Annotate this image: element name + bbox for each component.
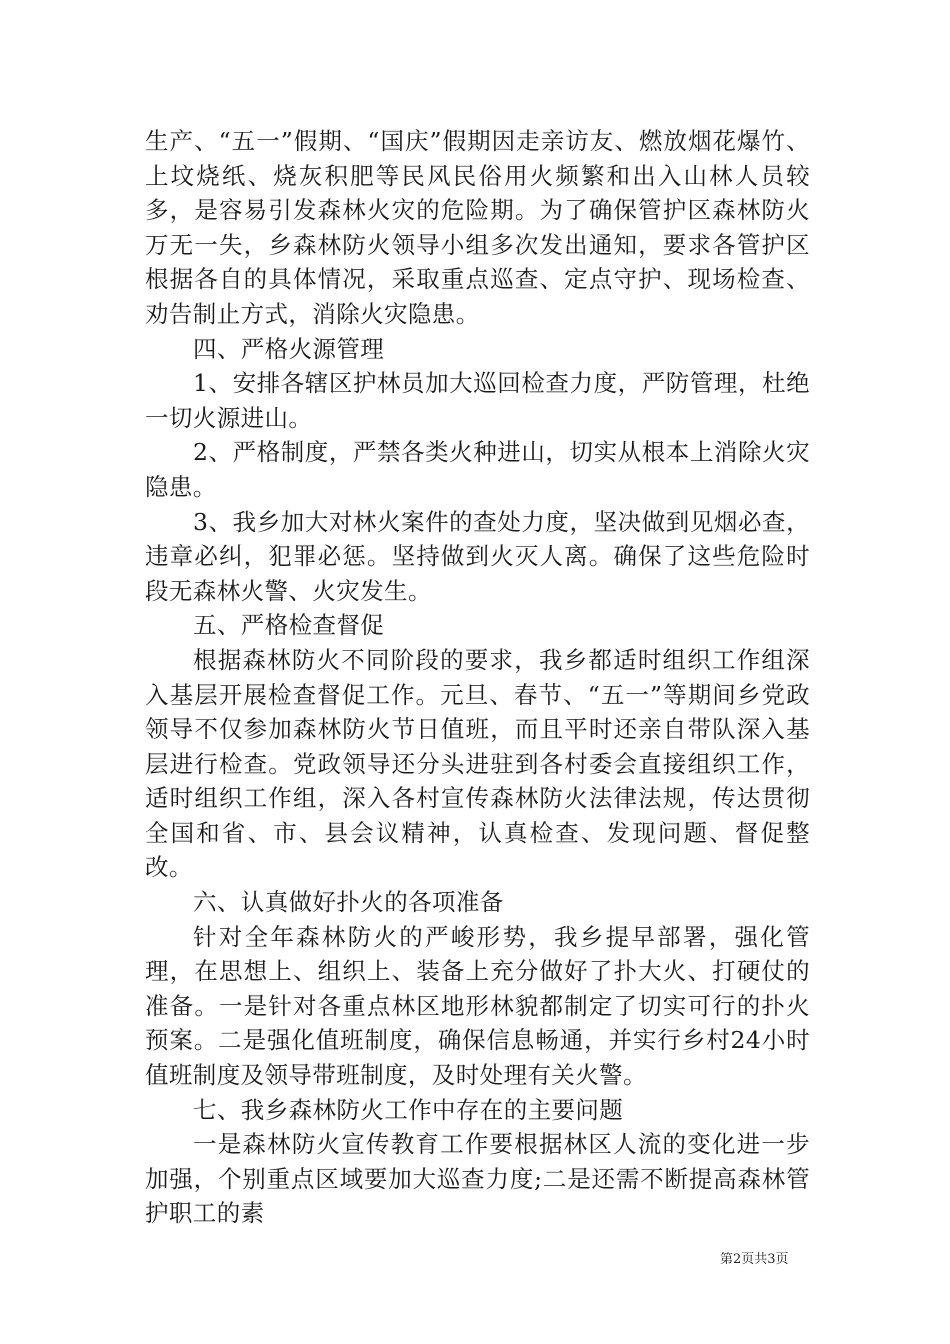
paragraph-item-2: 2、严格制度，严禁各类火种进山，切实从根本上消除火灾隐患。 — [145, 438, 810, 501]
paragraph-item-3: 3、我乡加大对林火案件的查处力度，坚决做到见烟必查，违章必纠，犯罪必惩。坚持做到火灭人离。确保了这些危险时段无森林火警、火灾发生。 — [145, 507, 810, 605]
paragraph-problems: 一是森林防火宣传教育工作要根据林区人流的变化进一步加强，个别重点区域要加大巡查力度;二是还需不断提高森林管护职工的素 — [145, 1130, 810, 1228]
section-heading-inspection: 五、严格检查督促 — [193, 611, 385, 640]
section-heading-fire-source: 四、严格火源管理 — [193, 334, 385, 363]
section-heading-preparation: 六、认真做好扑火的各项准备 — [193, 888, 504, 917]
document-body — [145, 124, 810, 1231]
paragraph-item-1: 1、安排各辖区护林员加大巡回检查力度，严防管理，杜绝一切火源进山。 — [145, 369, 810, 432]
section-heading-problems: 七、我乡森林防火工作中存在的主要问题 — [193, 1095, 624, 1124]
page-number-footer: 第2页共3页 — [720, 1252, 789, 1267]
paragraph-continuation: 生产、“五一”假期、“国庆”假期因走亲访友、燃放烟花爆竹、上坟烧纸、烧灰积肥等民风民俗用火频繁和出入山林人员较多，是容易引发森林火灾的危险期。为了确保管护区森林防火万无一失，乡森林防火领导小组多次发出通知，要求各管护区根据各自的具体情况，采取重点巡查、定点守护、现场检查、劝告制止方式，消除火灾隐患。 — [145, 127, 810, 328]
paragraph-inspection: 根据森林防火不同阶段的要求，我乡都适时组织工作组深入基层开展检查督促工作。元旦、春节、“五一”等期间乡党政领导不仅参加森林防火节日值班，而且平时还亲自带队深入基层进行检查。党政领导还分头进驻到各村委会直接组织工作，适时组织工作组，深入各村宣传森林防火法律法规，传达贯彻全国和省、市、县会议精神，认真检查、发现问题、督促整改。 — [145, 645, 810, 882]
paragraph-preparation: 针对全年森林防火的严峻形势，我乡提早部署，强化管理，在思想上、组织上、装备上充分做好了扑大火、打硬仗的准备。一是针对各重点林区地形林貌都制定了切实可行的扑火预案。二是强化值班制度，确保信息畅通，并实行乡村24小时值班制度及领导带班制度，及时处理有关火警。 — [145, 922, 810, 1090]
